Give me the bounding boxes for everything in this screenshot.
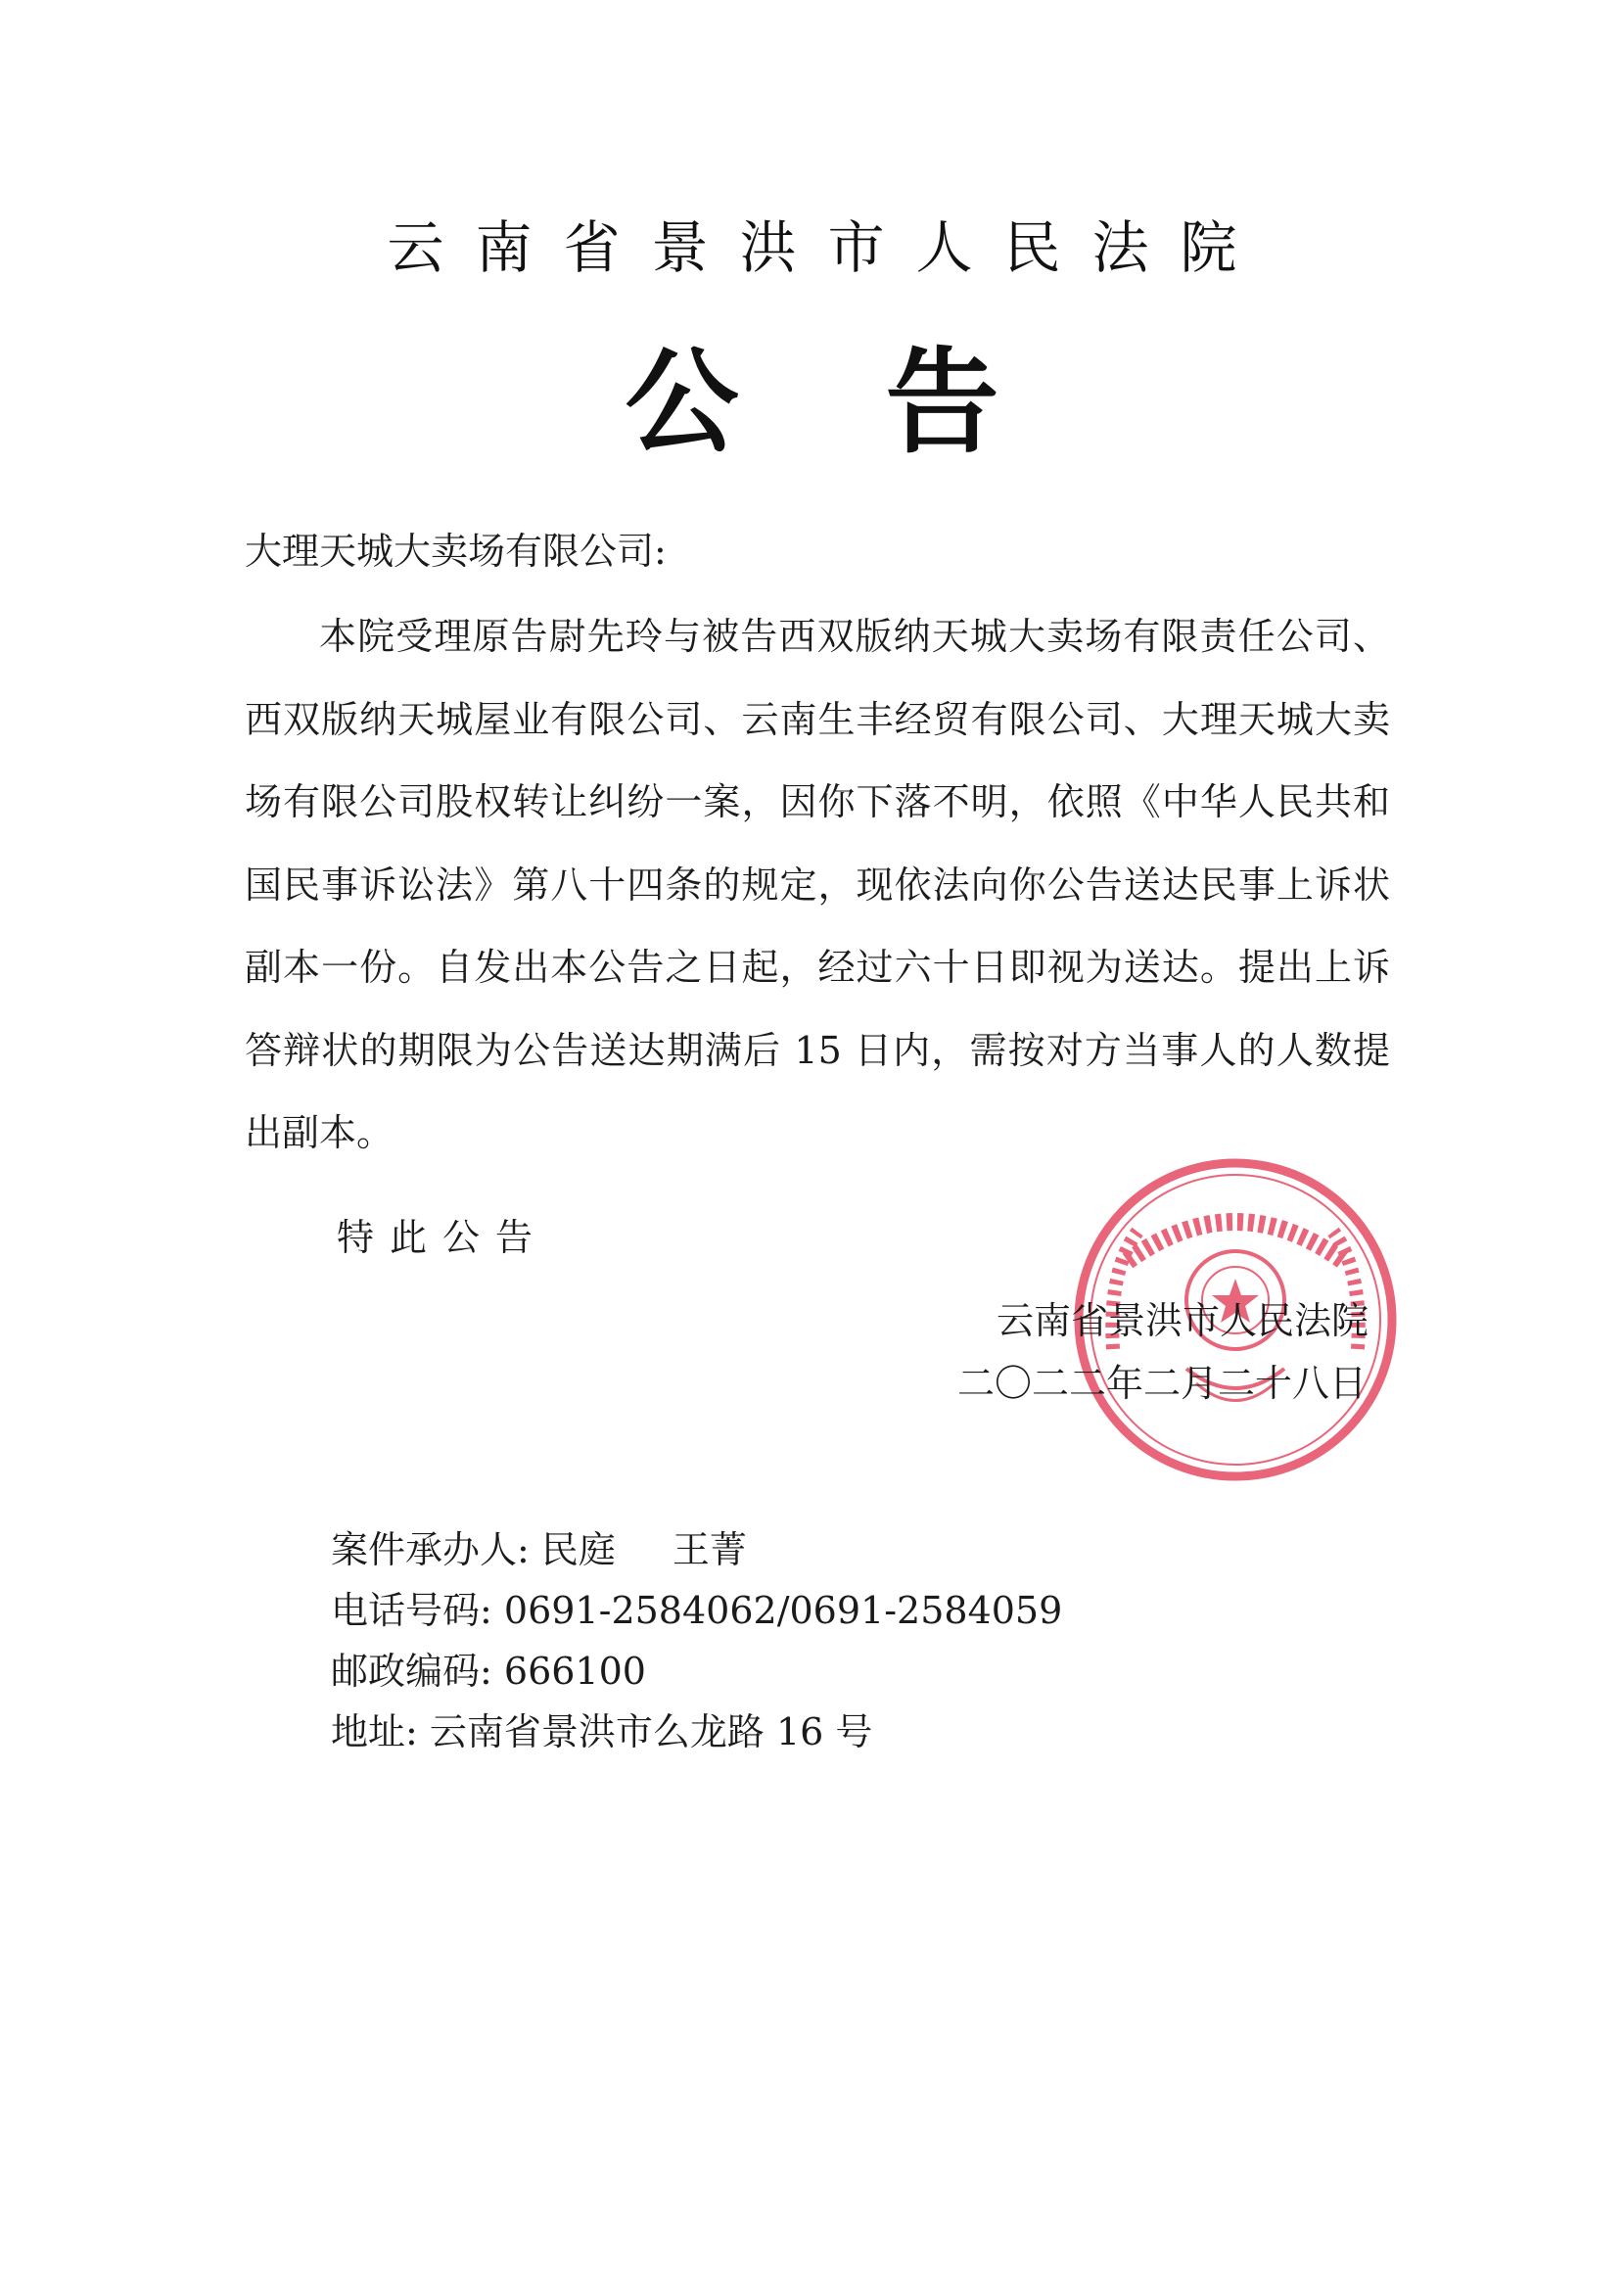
signature-date: 二〇二二年二月二十八日 bbox=[957, 1362, 1368, 1405]
handler-name: 王菁 bbox=[672, 1528, 747, 1571]
closing-phrase: 特此公告 bbox=[337, 1216, 549, 1259]
court-name-heading: 云南省景洪市人民法院 bbox=[387, 214, 1269, 281]
handler-dept: 民庭 bbox=[540, 1528, 616, 1571]
postcode-label: 邮政编码: bbox=[331, 1650, 492, 1693]
signature-court: 云南省景洪市人民法院 bbox=[997, 1299, 1369, 1342]
address-label: 地址: bbox=[331, 1710, 418, 1753]
notice-title: 公告 bbox=[625, 336, 1146, 469]
contact-phone bbox=[331, 1588, 1062, 1633]
handler-label: 案件承办人: bbox=[331, 1528, 530, 1571]
contact-postcode bbox=[331, 1649, 646, 1694]
contact-address bbox=[331, 1709, 872, 1754]
address-value: 云南省景洪市么龙路 16 号 bbox=[429, 1710, 873, 1753]
postcode-value: 666100 bbox=[503, 1650, 646, 1693]
contact-handler bbox=[331, 1527, 747, 1572]
notice-body: 本院受理原告尉先玲与被告西双版纳天城大卖场有限责任公司、西双版纳天城屋业有限公司、云南生丰经贸有限公司、大理天城大卖场有限公司股权转让纠纷一案，因你下落不明，依照《中华人民共和国民事诉讼法》第八十四条的规定，现依法向你公告送达民事上诉状副本一份。自发出本公告之日起，经过六十日即视为送达。提出上诉答辩状的期限为公告送达期满后 15 日内，需按对方当事人的人数提出副本。 bbox=[245, 615, 1390, 1154]
addressee: 大理天城大卖场有限公司: bbox=[245, 530, 667, 573]
phone-value: 0691-2584062/0691-2584059 bbox=[503, 1589, 1063, 1632]
phone-label: 电话号码: bbox=[331, 1589, 492, 1632]
